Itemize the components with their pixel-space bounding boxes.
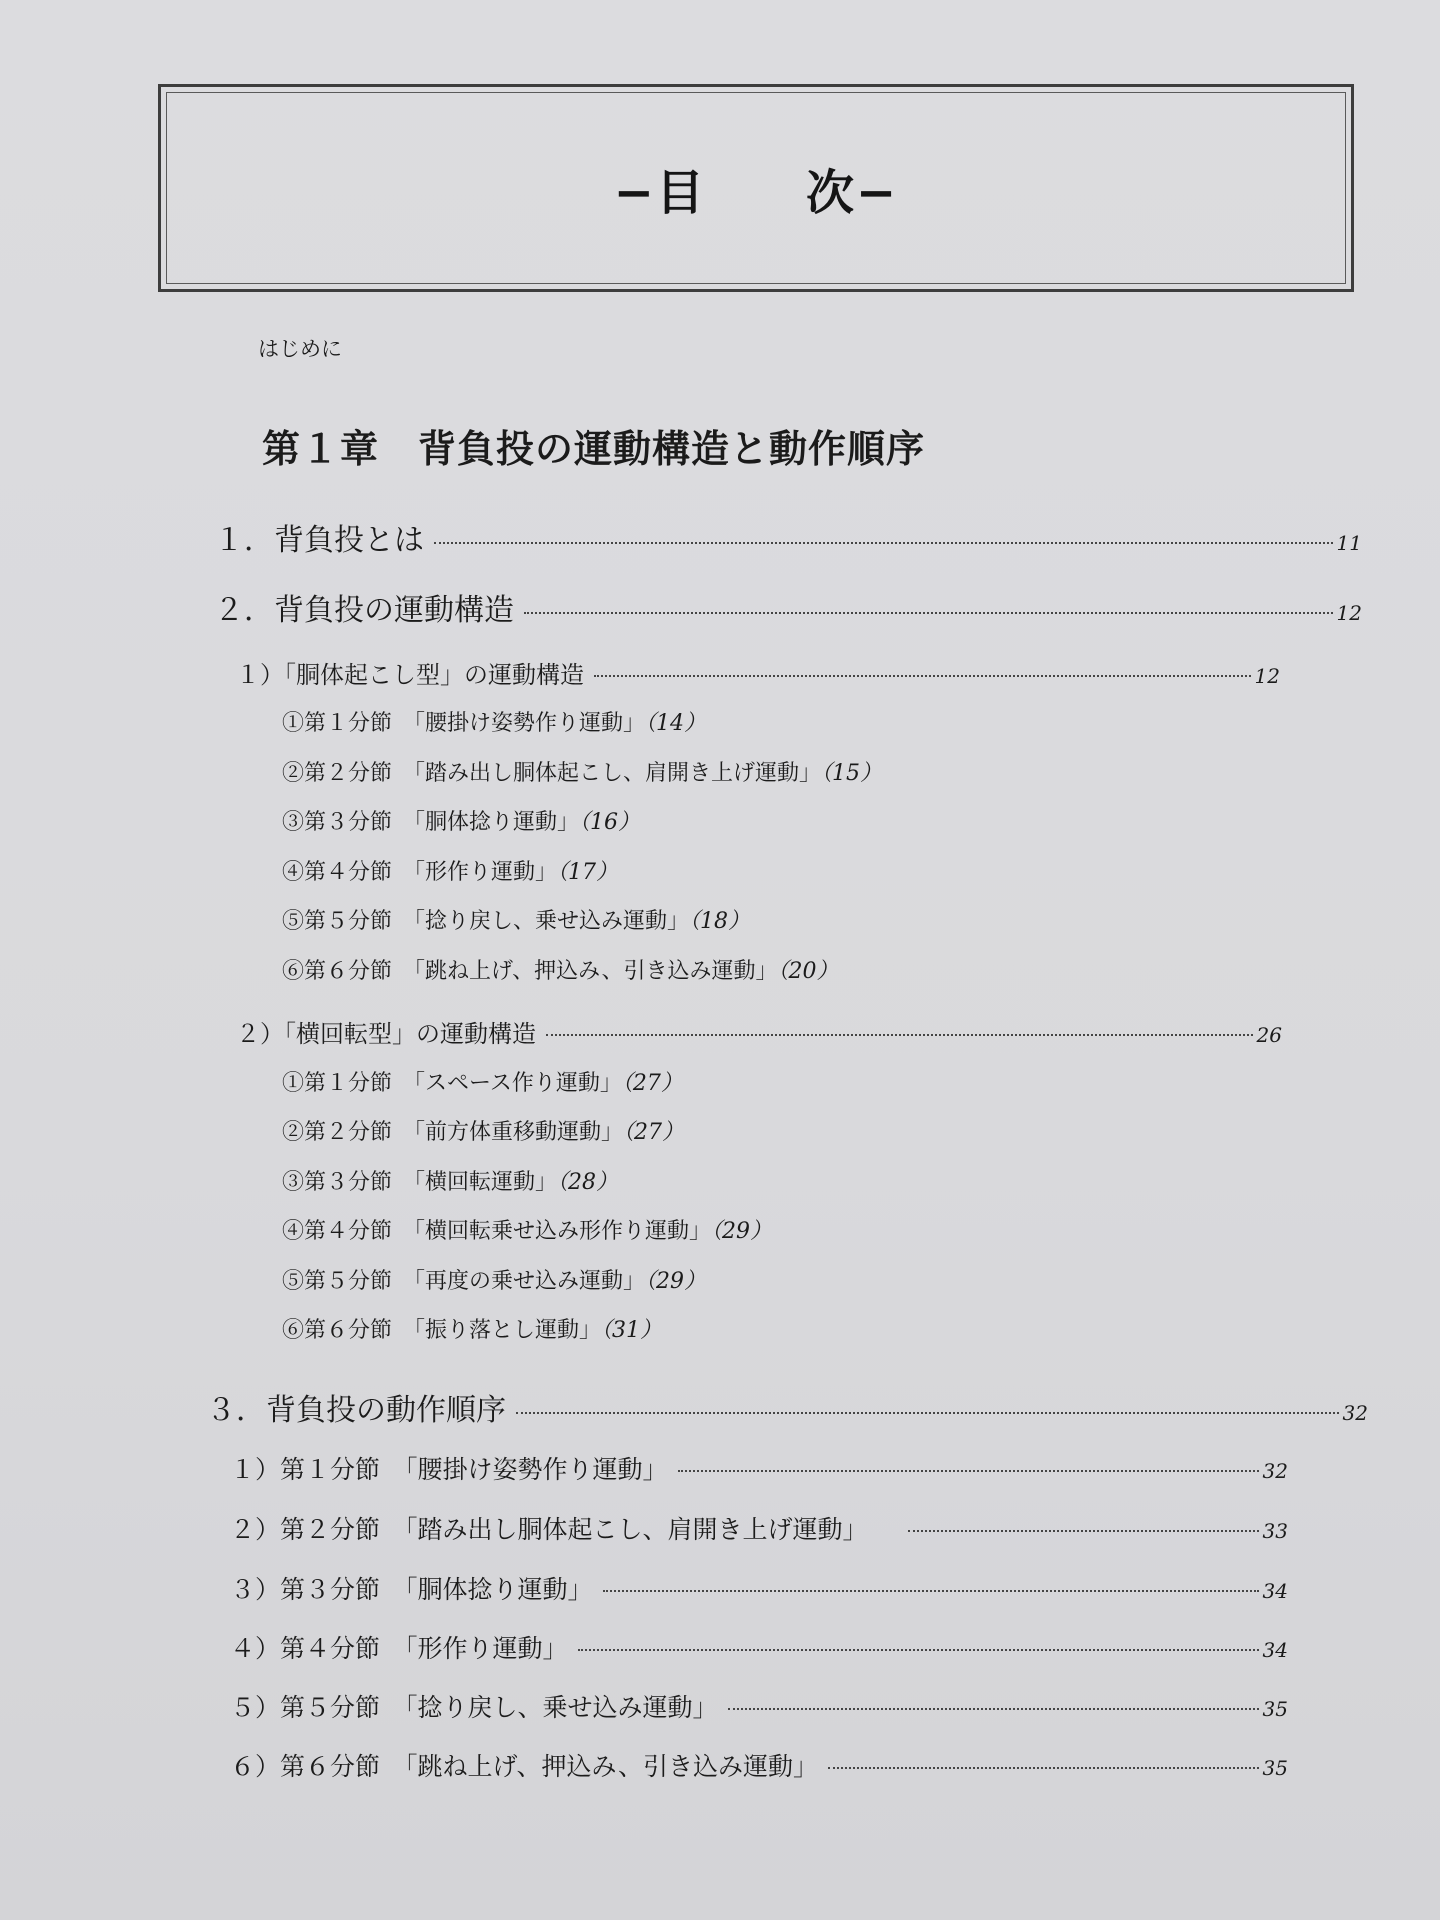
dot-leader — [678, 1470, 1259, 1472]
toc-step-3: ３）第３分節 「胴体捻り運動」 34 — [230, 1575, 1288, 1604]
toc-step-4: ４）第４分節 「形作り運動」 34 — [230, 1634, 1288, 1663]
dot-leader — [828, 1767, 1259, 1769]
intro-entry: はじめに — [258, 337, 342, 361]
toc-item: ②第２分節 「踏み出し胴体起こし、肩開き上げ運動」（15） — [282, 761, 883, 786]
section-label: １．背負投とは — [214, 523, 424, 558]
page-number: 12 — [1336, 601, 1362, 625]
dot-leader — [603, 1590, 1259, 1592]
page-number: 11 — [1336, 531, 1362, 555]
chapter-heading: 第１章 背負投の運動構造と動作順序 — [262, 426, 926, 471]
toc-step-6: ６）第６分節 「跳ね上げ、押込み、引き込み運動」 35 — [230, 1752, 1288, 1781]
toc-item: ④第４分節 「横回転乗せ込み形作り運動」（29） — [282, 1219, 773, 1244]
dot-leader — [728, 1708, 1259, 1710]
page-number: 26 — [1256, 1023, 1282, 1047]
toc-item: ③第３分節 「横回転運動」（28） — [282, 1170, 619, 1195]
toc-title-box — [158, 84, 1354, 292]
section-label: ３．背負投の動作順序 — [206, 1393, 506, 1428]
page-number: 12 — [1254, 664, 1280, 688]
dot-leader — [434, 542, 1333, 544]
toc-item: ⑥第６分節 「振り落とし運動」（31） — [282, 1318, 663, 1343]
toc-item: ②第２分節 「前方体重移動運動」（27） — [282, 1120, 685, 1145]
toc-section-1 — [214, 515, 1362, 559]
toc-item: ①第１分節 「スペース作り運動」（27） — [282, 1071, 683, 1096]
toc-section-3 — [206, 1385, 1368, 1429]
toc-subsection-2 — [236, 1014, 1282, 1049]
toc-item: ③第３分節 「胴体捻り運動」（16） — [282, 810, 641, 835]
dot-leader — [524, 612, 1333, 614]
toc-item: ⑥第６分節 「跳ね上げ、押込み、引き込み運動」（20） — [282, 959, 839, 984]
toc-item: ④第４分節 「形作り運動」（17） — [282, 860, 619, 885]
dot-leader — [594, 675, 1251, 677]
toc-item: ①第１分節 「腰掛け姿勢作り運動」（14） — [282, 711, 707, 736]
dot-leader — [546, 1034, 1253, 1036]
toc-item: ⑤第５分節 「捻り戻し、乗せ込み運動」（18） — [282, 909, 751, 934]
toc-step-2: ２）第２分節 「踏み出し胴体起こし、肩開き上げ運動」 33 — [230, 1515, 1288, 1544]
toc-section-2 — [214, 585, 1362, 629]
toc-subsection-1 — [236, 655, 1280, 690]
toc-title: −目 次− — [613, 164, 899, 221]
toc-step-1: １）第１分節 「腰掛け姿勢作り運動」 32 — [230, 1455, 1288, 1484]
subsection-label: ２）「横回転型」の運動構造 — [236, 1020, 536, 1048]
dot-leader — [578, 1649, 1259, 1651]
page-number: 32 — [1342, 1401, 1368, 1425]
dot-leader — [908, 1530, 1259, 1532]
subsection-label: １）「胴体起こし型」の運動構造 — [236, 661, 584, 689]
dot-leader — [516, 1412, 1339, 1414]
section-label: ２．背負投の運動構造 — [214, 593, 514, 628]
toc-step-5: ５）第５分節 「捻り戻し、乗せ込み運動」 35 — [230, 1693, 1288, 1722]
toc-item: ⑤第５分節 「再度の乗せ込み運動」（29） — [282, 1269, 707, 1294]
